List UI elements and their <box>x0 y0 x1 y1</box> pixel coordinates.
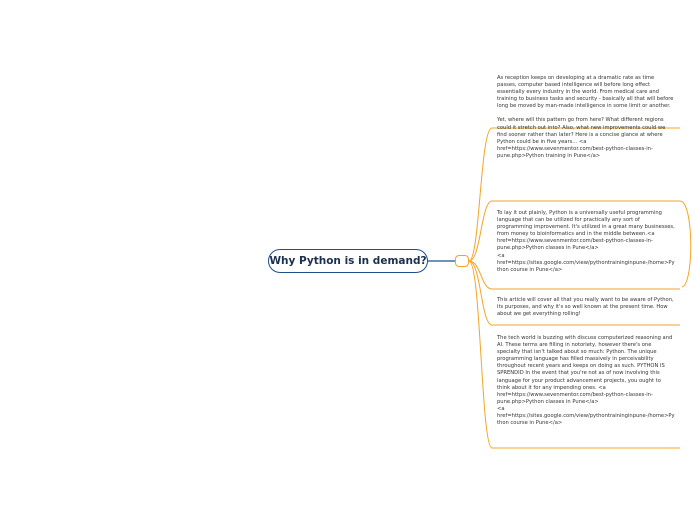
topic-block-2[interactable] <box>497 210 675 274</box>
topic-1-paragraph-1: As reception keeps on developing at a dramatic rate as time passes, computer based intelligence will before long effect essentially every industry in the world. From medical care and training to business tasks and security - basically all that will before long be moved by man-made intelligence in some limit or another. <box>497 75 674 110</box>
topic-block-3[interactable] <box>497 297 675 318</box>
edge-connector <box>680 201 691 287</box>
topic-2-paragraph-1: To lay it out plainly, Python is a universally useful programming language that can be utilized for practically any sort of programming improvement. It's utilized in a great many businesses, from money to bioinformatics and in the middle between.<a href=https://www.sevenmentor.com/best-python-classes-in-pune.php>Python classes in Pune</a> <a href=https://sites.google.com/view/pythontraininginpune-/home>Python course in Pune</a> <box>497 210 675 273</box>
root-topic[interactable] <box>268 249 428 273</box>
topic-block-4[interactable] <box>497 335 675 427</box>
root-topic-label: Why Python is in demand? <box>269 255 427 267</box>
topic-1-paragraph-2: Yet, where will this pattern go from here? What different regions could it stretch out into? Also, what new improvements could we find sooner rather than later? Here is a concise glance at where Python could be in five years... <a href=https://www.sevenmentor.com/best-python-classes-in-pune.php>Python training in Pune</a> <box>497 117 666 159</box>
branch-collapse-handle[interactable] <box>455 255 469 267</box>
topic-4-paragraph-1: The tech world is buzzing with discuss computerized reasoning and AI. These terms are filling in notoriety, however there's one specialty that isn't talked about so much: Python. The unique programming language has filled massively in perceivability throughout recent years and keeps on doing as such. PYTHON IS SPRENDID In the event that you're not as of now involving this language for your product advancement projects, you ought to think about it for any impending ones. <a href=https://www.sevenmentor.com/best-python-classes-in-pune.php>Python classes in Pune</a> <a href=https://sites.google.com/view/pythontraininginpune-/home>Python course in Pune</a> <box>497 335 675 427</box>
topic-3-paragraph-1: This article will cover all that you really want to be aware of Python, its purposes, and why it's so well known at the present time. How about we get everything rolling! <box>497 297 674 318</box>
topic-block-1[interactable] <box>497 75 675 160</box>
